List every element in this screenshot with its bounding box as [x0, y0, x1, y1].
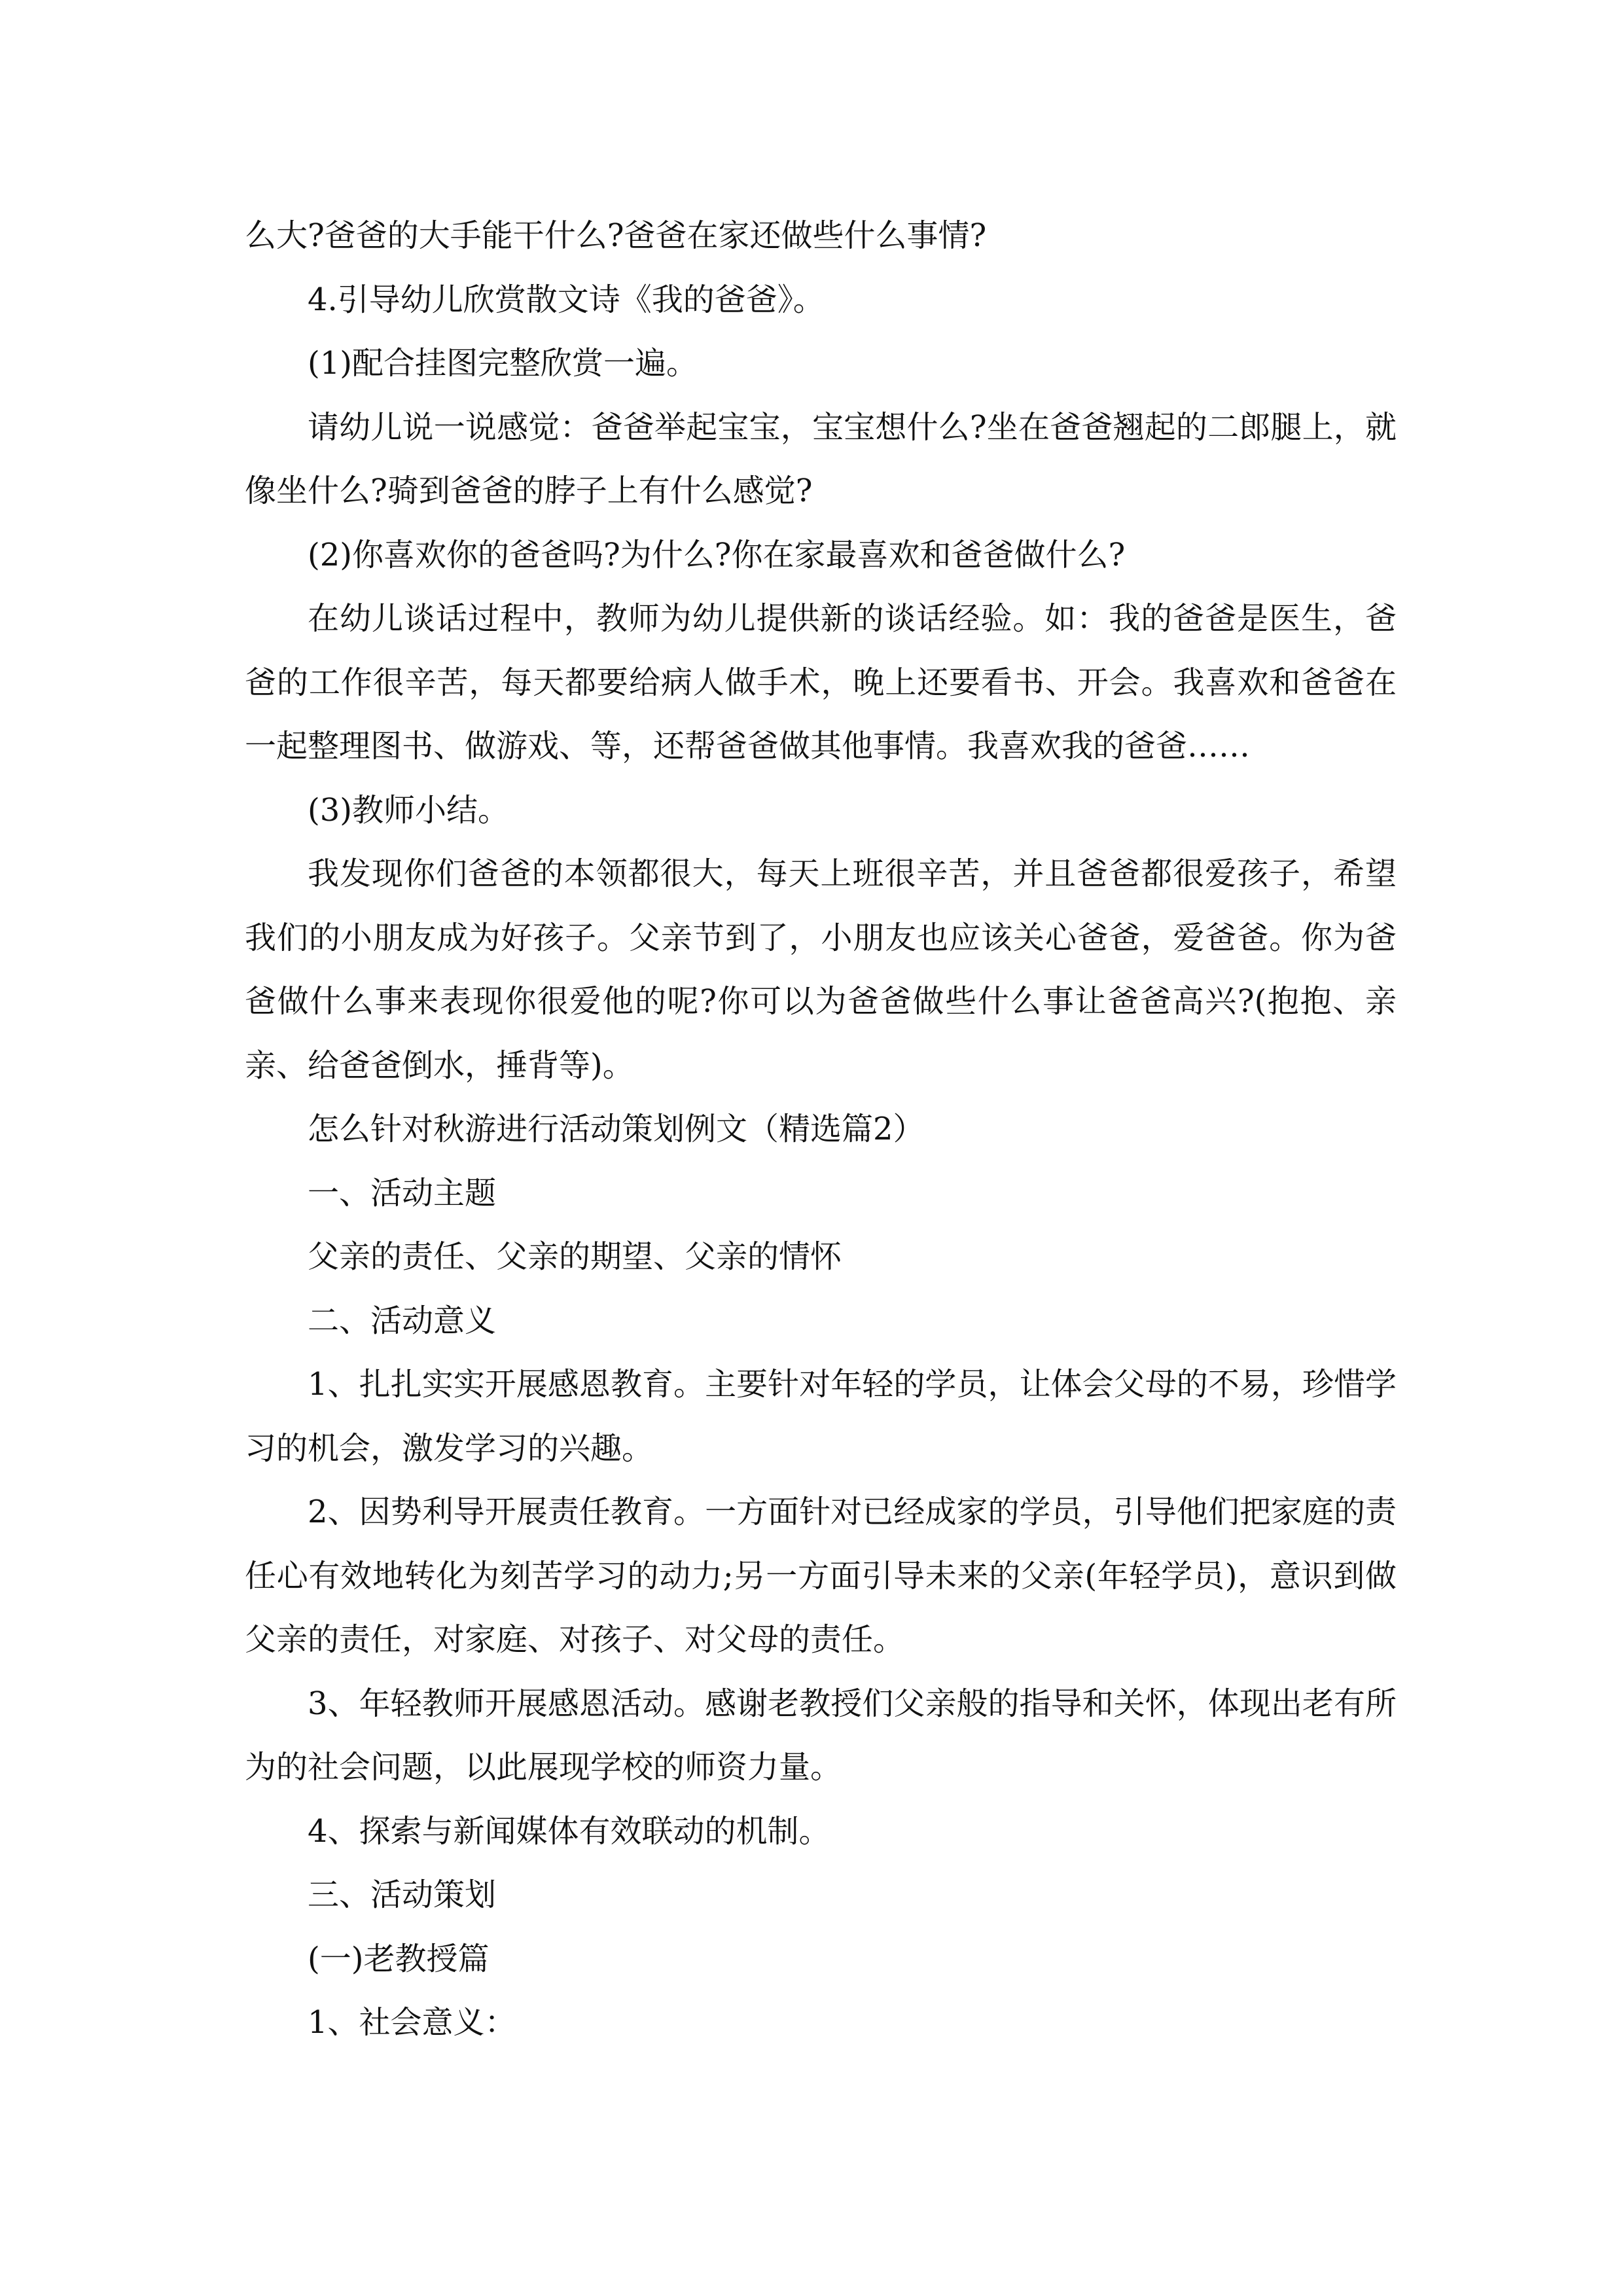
subheading-professors: (一)老教授篇	[308, 1940, 490, 1977]
paragraph-4: 请幼儿说一说感觉：爸爸举起宝宝，宝宝想什么?坐在爸爸翘起的二郎腿上，就像坐什么?骑到爸爸的脖子上有什么感觉?	[245, 408, 1397, 509]
paragraph-6: 在幼儿谈话过程中，教师为幼儿提供新的谈话经验。如：我的爸爸是医生，爸爸的工作很辛苦，每天都要给病人做手术，晚上还要看书、开会。我喜欢和爸爸在一起整理图书、做游戏、等，还帮爸爸做其他事情。我喜欢我的爸爸……	[245, 600, 1397, 764]
paragraph-meaning-2: 2、因势利导开展责任教育。一方面针对已经成家的学员，引导他们把家庭的责任心有效地转化为刻苦学习的动力;另一方面引导未来的父亲(年轻学员)，意识到做父亲的责任，对家庭、对孩子、对父母的责任。	[245, 1494, 1397, 1658]
paragraph-meaning-1: 1、扎扎实实开展感恩教育。主要针对年轻的学员，让体会父母的不易，珍惜学习的机会，激发学习的兴趣。	[245, 1366, 1397, 1467]
paragraph-theme: 父亲的责任、父亲的期望、父亲的情怀	[308, 1238, 842, 1275]
paragraph-meaning-3: 3、年轻教师开展感恩活动。感谢老教授们父亲般的指导和关怀，体现出老有所为的社会问题，以此展现学校的师资力量。	[245, 1685, 1397, 1785]
paragraph-1: 么大?爸爸的大手能干什么?爸爸在家还做些什么事情?	[245, 217, 987, 254]
paragraph-5: (2)你喜欢你的爸爸吗?为什么?你在家最喜欢和爸爸做什么?	[308, 536, 1126, 573]
section-title: 怎么针对秋游进行活动策划例文（精选篇2）	[308, 1111, 925, 1147]
paragraph-meaning-4: 4、探索与新闻媒体有效联动的机制。	[308, 1812, 830, 1850]
paragraph-8: 我发现你们爸爸的本领都很大，每天上班很辛苦，并且爸爸都很爱孩子，希望我们的小朋友成为好孩子。父亲节到了，小朋友也应该关心爸爸，爱爸爸。你为爸爸做什么事来表现你很爱他的呢?你可以为爸爸做些什么事让爸爸高兴?(抱抱、亲亲、给爸爸倒水，捶背等)。	[245, 855, 1397, 1084]
paragraph-3: (1)配合挂图完整欣赏一遍。	[308, 345, 698, 382]
heading-activity-plan: 三、活动策划	[308, 1876, 497, 1913]
document-body	[245, 204, 1397, 2055]
paragraph-7: (3)教师小结。	[308, 791, 509, 829]
heading-activity-theme: 一、活动主题	[308, 1174, 497, 1211]
paragraph-social-meaning: 1、社会意义：	[308, 2004, 516, 2041]
heading-activity-meaning: 二、活动意义	[308, 1302, 497, 1339]
paragraph-2: 4.引导幼儿欣赏散文诗《我的爸爸》。	[308, 281, 825, 318]
